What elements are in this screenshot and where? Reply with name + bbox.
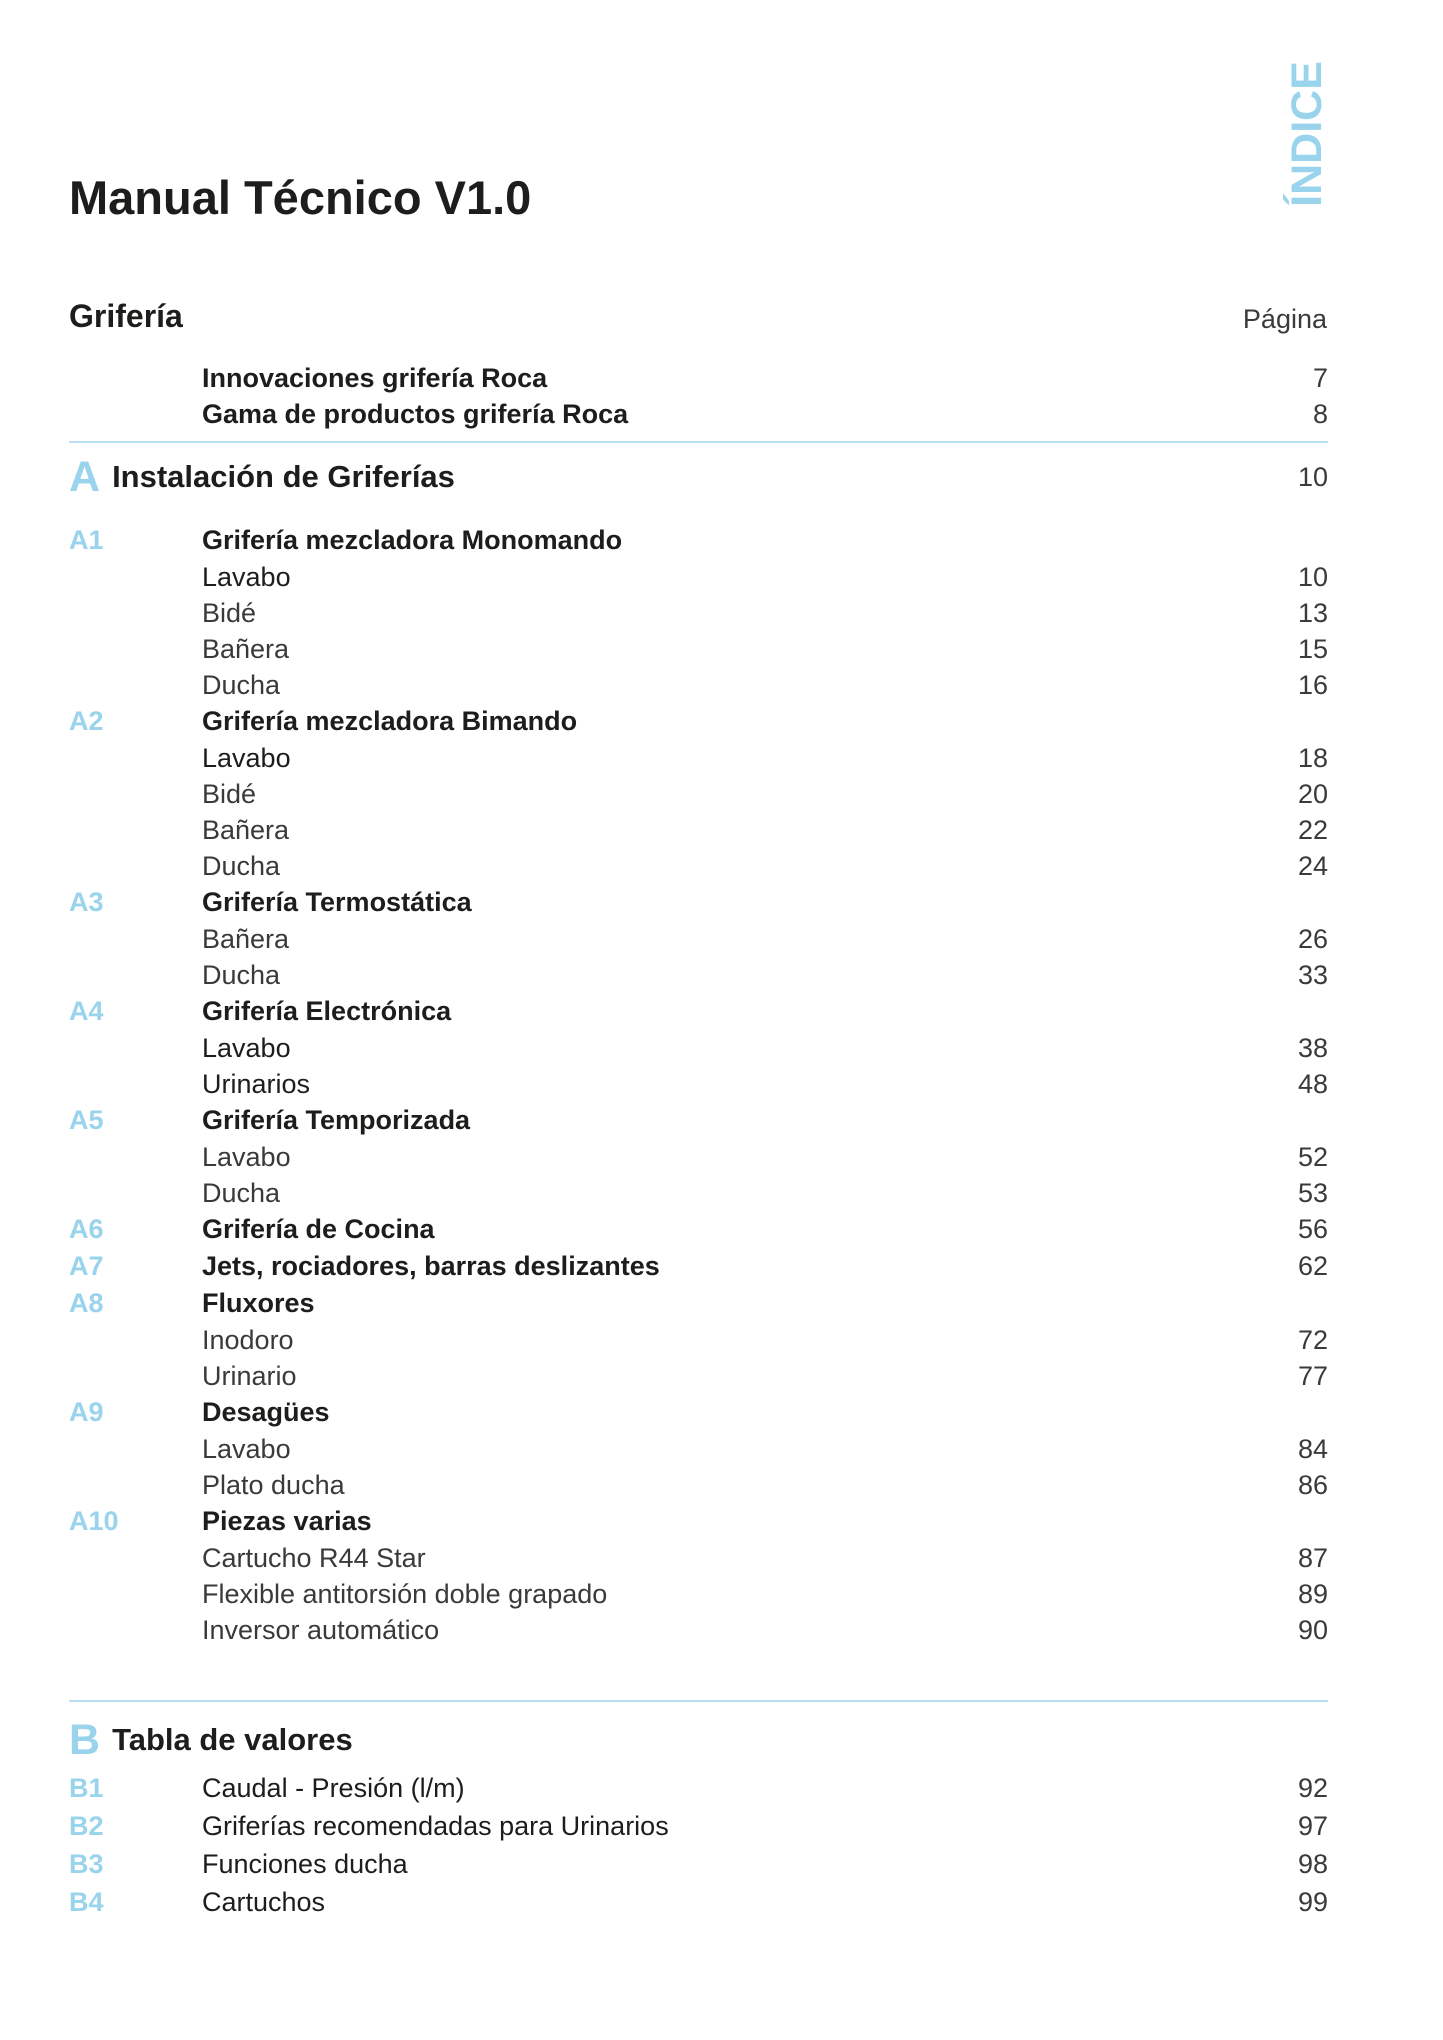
item-a5 <box>69 1175 1328 1211</box>
entry-label: Piezas varias <box>202 1505 372 1536</box>
entry-label: Bidé <box>202 778 257 809</box>
entry-code: B2 <box>69 1810 104 1841</box>
entry-label: Cartuchos <box>202 1886 326 1917</box>
entry-page: 84 <box>1297 1433 1328 1464</box>
entry-code: A4 <box>69 995 104 1026</box>
entry-code: A2 <box>69 705 104 736</box>
section-heading-griferia: Grifería <box>69 298 183 334</box>
entry-label: Lavabo <box>202 1433 291 1464</box>
section-label: Instalación de Griferías <box>112 459 455 494</box>
entry-label: Plato ducha <box>202 1469 345 1500</box>
entry-label: Innovaciones grifería Roca <box>202 362 548 393</box>
page-title: Manual Técnico V1.0 <box>69 171 532 224</box>
group-a4 <box>69 993 1328 1029</box>
divider <box>69 441 1328 443</box>
entry-label: Cartucho R44 Star <box>202 1542 426 1573</box>
entry-page: 26 <box>1297 923 1328 954</box>
item-a1 <box>69 667 1328 703</box>
entry-label: Bañera <box>202 923 290 954</box>
entry-label: Ducha <box>202 669 281 700</box>
entry-page: 90 <box>1297 1614 1328 1645</box>
group-a8 <box>69 1285 1328 1321</box>
group-a7 <box>69 1248 1328 1284</box>
entry-page: 86 <box>1297 1469 1328 1500</box>
group-a6 <box>69 1211 1328 1247</box>
item-a8 <box>69 1322 1328 1358</box>
item-a2 <box>69 848 1328 884</box>
entry-page: 33 <box>1297 959 1328 990</box>
item-b1 <box>69 1770 1328 1806</box>
item-a9 <box>69 1467 1328 1503</box>
entry-code: A7 <box>69 1250 104 1281</box>
entry-label: Urinario <box>202 1360 297 1391</box>
entry-label: Lavabo <box>202 742 291 773</box>
entry-code: B4 <box>69 1886 104 1917</box>
item-a1 <box>69 559 1328 595</box>
item-a3 <box>69 957 1328 993</box>
entry-code: A8 <box>69 1287 104 1318</box>
page-column-header: Página <box>1242 304 1327 334</box>
entry-page: 22 <box>1297 814 1328 845</box>
entry-label: Grifería Temporizada <box>202 1104 471 1135</box>
group-a5 <box>69 1102 1328 1138</box>
item-b3 <box>69 1846 1328 1882</box>
item-a4 <box>69 1030 1328 1066</box>
entry-label: Inodoro <box>202 1324 294 1355</box>
entry-label: Grifería mezcladora Monomando <box>202 524 623 555</box>
item-a2 <box>69 740 1328 776</box>
entry-label: Grifería Termostática <box>202 886 472 917</box>
group-a9 <box>69 1394 1328 1430</box>
item-a10 <box>69 1612 1328 1648</box>
entry-code: B1 <box>69 1772 104 1803</box>
entry-page: 24 <box>1297 850 1328 881</box>
entry-page: 92 <box>1297 1772 1328 1803</box>
entry-label: Ducha <box>202 959 281 990</box>
entry-code: A1 <box>69 524 104 555</box>
entry-label: Funciones ducha <box>202 1848 408 1879</box>
item-a8 <box>69 1358 1328 1394</box>
section-letter: B <box>69 1715 101 1764</box>
section-label: Tabla de valores <box>112 1722 353 1757</box>
entry-label: Ducha <box>202 1177 281 1208</box>
group-a10 <box>69 1503 1328 1539</box>
entry-code: A6 <box>69 1213 104 1244</box>
entry-label: Lavabo <box>202 1032 291 1063</box>
entry-page: 18 <box>1297 742 1328 773</box>
group-a2 <box>69 703 1328 739</box>
entry-page: 98 <box>1297 1848 1328 1879</box>
entry-page: 8 <box>1312 398 1328 429</box>
item-a1 <box>69 631 1328 667</box>
section-b-heading <box>69 1715 1328 1765</box>
entry-page: 15 <box>1297 633 1328 664</box>
item-a3 <box>69 921 1328 957</box>
entry-code: B3 <box>69 1848 104 1879</box>
entry-label: Bañera <box>202 814 290 845</box>
section-page: 10 <box>1297 461 1328 492</box>
entry-label: Urinarios <box>202 1068 311 1099</box>
entry-page: 16 <box>1297 669 1328 700</box>
item-a2 <box>69 812 1328 848</box>
entry-label: Lavabo <box>202 1141 291 1172</box>
item-a10 <box>69 1540 1328 1576</box>
intro-entry-2 <box>69 396 1328 432</box>
item-a9 <box>69 1431 1328 1467</box>
entry-code: A10 <box>69 1505 119 1536</box>
item-b2 <box>69 1808 1328 1844</box>
section-letter: A <box>69 452 101 501</box>
group-a3 <box>69 884 1328 920</box>
entry-page: 38 <box>1297 1032 1328 1063</box>
item-a5 <box>69 1139 1328 1175</box>
item-a4 <box>69 1066 1328 1102</box>
entry-page: 7 <box>1312 362 1328 393</box>
entry-label: Flexible antitorsión doble grapado <box>202 1578 608 1609</box>
entry-label: Griferías recomendadas para Urinarios <box>202 1810 669 1841</box>
item-b4 <box>69 1884 1328 1920</box>
entry-page: 20 <box>1297 778 1328 809</box>
entry-label: Desagües <box>202 1396 330 1427</box>
entry-code: A5 <box>69 1104 104 1135</box>
entry-page: 77 <box>1297 1360 1328 1391</box>
item-a10 <box>69 1576 1328 1612</box>
entry-page: 97 <box>1297 1810 1328 1841</box>
entry-label: Grifería mezcladora Bimando <box>202 705 578 736</box>
item-a2 <box>69 776 1328 812</box>
entry-page: 62 <box>1297 1250 1328 1281</box>
entry-label: Grifería Electrónica <box>202 995 452 1026</box>
entry-page: 72 <box>1297 1324 1328 1355</box>
entry-page: 48 <box>1297 1068 1328 1099</box>
entry-label: Ducha <box>202 850 281 881</box>
entry-page: 87 <box>1297 1542 1328 1573</box>
entry-label: Grifería de Cocina <box>202 1213 435 1244</box>
entry-page: 89 <box>1297 1578 1328 1609</box>
group-a1 <box>69 522 1328 558</box>
divider <box>69 1700 1328 1702</box>
entry-label: Lavabo <box>202 561 291 592</box>
entry-code: A9 <box>69 1396 104 1427</box>
entry-page: 13 <box>1297 597 1328 628</box>
entry-page: 10 <box>1297 561 1328 592</box>
entry-page: 53 <box>1297 1177 1328 1208</box>
entry-label: Bañera <box>202 633 290 664</box>
section-a-heading <box>69 452 1328 502</box>
entry-page: 99 <box>1297 1886 1328 1917</box>
entry-label: Inversor automático <box>202 1614 440 1645</box>
entry-label: Caudal - Presión (l/m) <box>202 1772 465 1803</box>
entry-page: 52 <box>1297 1141 1328 1172</box>
entry-label: Fluxores <box>202 1287 315 1318</box>
entry-label: Jets, rociadores, barras deslizantes <box>202 1250 660 1281</box>
side-label-indice: ÍNDICE <box>1282 61 1331 207</box>
entry-label: Gama de productos grifería Roca <box>202 398 629 429</box>
entry-code: A3 <box>69 886 104 917</box>
entry-page: 56 <box>1297 1213 1328 1244</box>
entry-label: Bidé <box>202 597 257 628</box>
intro-entry-1 <box>69 360 1328 396</box>
item-a1 <box>69 595 1328 631</box>
